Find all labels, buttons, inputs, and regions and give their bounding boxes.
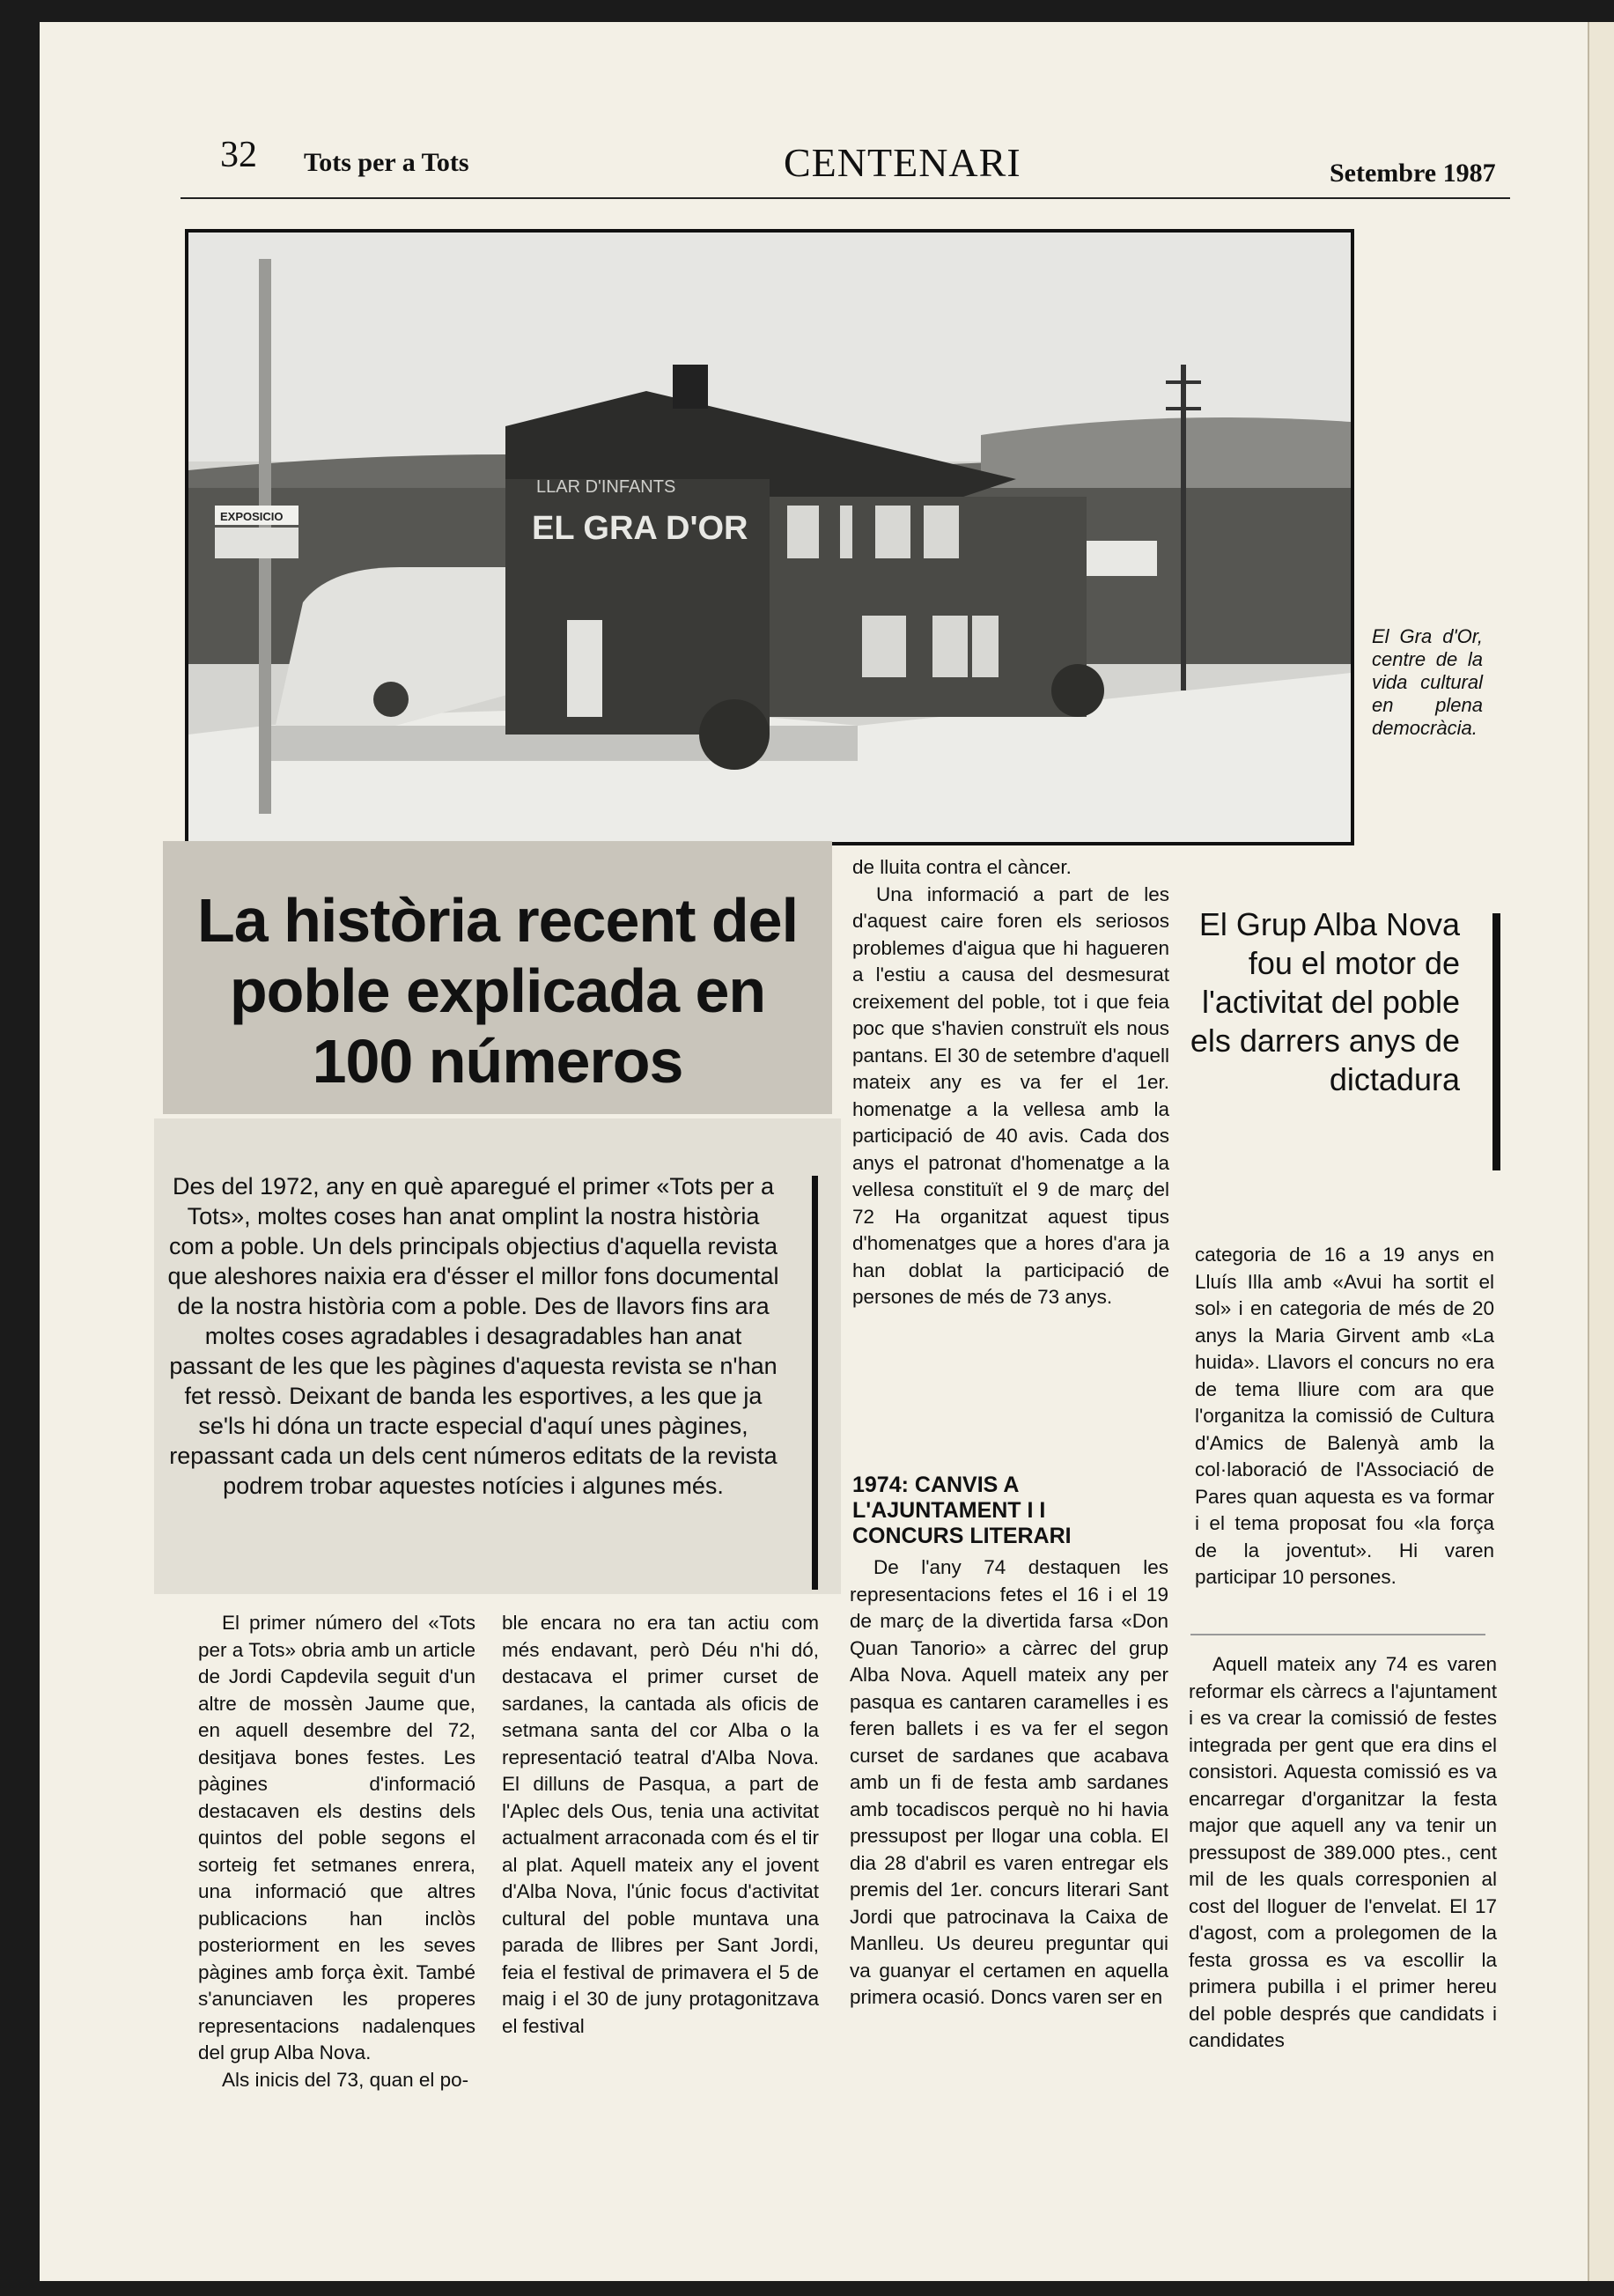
pull-quote-bar	[1492, 913, 1500, 1170]
photo-illustration	[188, 233, 1351, 842]
col3-paragraph: Una informació a part de les d'aquest caire foren els seriosos problemes d'aigua que hi hagueren a l'estiu a causa del desmesurat creixement del poble, tot i que feia poc que s'havien construït els nous pantans. El 30 de setembre d'aquell mateix any es va fer el 1er. homenatge a la vellesa amb la participació de 40 avis. Cada dos anys el patronat d'homenatge a la vellesa constituït el 9 de març del 72 Ha organitzat aquest tipus d'homenatges que a hores d'ara ja han doblat la participació de persones de més de 73 anys.	[852, 882, 1169, 1308]
road-sign-text: EXPOSICIO	[220, 510, 284, 523]
page-number: 32	[220, 135, 257, 175]
issue-date: Setembre 1987	[1330, 159, 1496, 188]
column-separator	[1190, 1634, 1485, 1635]
body-column-2: ble encara no era tan actiu com més endavant, però Déu n'hi dó, destacava el primer curset de sardanes, la cantada als oficis de setmana santa del cor Alba o la representació teatral d'Alba Nova. El dilluns de Pasqua, a part de l'Aplec dels Ous, tenia una activitat actualment arraconada com és el tir al plat. Aquell mateix any el jovent d'Alba Nova, l'únic focus d'activitat cultural del poble muntava una parada de llibres per Sant Jordi, feia el festival de primavera el 5 de maig i el 30 de juny protagonitzava el festival	[502, 1612, 819, 2037]
page-edge	[1588, 22, 1614, 2281]
col1-paragraph-1: El primer número del «Tots per a Tots» obria amb un article de Jordi Capdevila seguit d'un altre de mossèn Jaume que, en aquell desembre del 72, desitjava bones festes. Les pàgines d'informació destacaven els destins dels quintos del poble segons el sorteig fet setmanes enrera, una informació que altres publicacions han inclòs posteriorment en les seves pàgines amb força èxit. També s'anunciaven les properes representacions nadalenques del grup Alba Nova.	[198, 1612, 475, 2063]
article-headline: La història recent del poble explicada en 100 números	[196, 886, 799, 1096]
building-photo	[185, 229, 1354, 845]
lead-side-bar	[812, 1176, 818, 1590]
col4-paragraph-2: Aquell mateix any 74 es varen reformar els càrrecs a l'ajuntament i es va crear la comissió de festes integrada per gent que era dins el consistori. Aquesta comissió es va encarregar d'organitzar la festa major que aquell any va tenir un pressupost de 389.000 ptes., cent mil de les quals corresponien al cost del lloguer de l'envelat. El 17 d'agost, com a prolegomen de la festa grossa es va escollir la primera pubilla i el primer hereu del poble després que candidats i candidates	[1189, 1653, 1497, 2051]
body-column-4-bottom	[1189, 1651, 1497, 2055]
section-subheading: 1974: CANVIS A L'AJUNTAMENT I I CONCURS LITERARI	[852, 1473, 1072, 1548]
sign-line-2: EL GRA D'OR	[532, 510, 748, 547]
col3-paragraph-2: De l'any 74 destaquen les representacions fetes el 16 i el 19 de març de la divertida farsa «Don Quan Tanorio» a càrrec del grup Alba Nova. Aquell mateix any per pasqua es cantaren caramelles i es feren ballets i es va fer el segon curset de sardanes que acabava amb un fi de festa amb sardanes amb tocadiscos perquè no hi havia pressupost per llogar una cobla. El dia 28 d'abril es varen entregar els premis del 1er. concurs literari Sant Jordi que patrocinava la Caixa de Manlleu. Us deureu preguntar qui va guanyar el certamen en aquella primera ocasió. Doncs varen ser en	[850, 1556, 1168, 2008]
sign-line-1: LLAR D'INFANTS	[536, 477, 676, 497]
col3-line-1: de lluita contra el càncer.	[852, 856, 1072, 878]
body-column-1	[198, 1610, 475, 2093]
pull-quote: El Grup Alba Nova fou el motor de l'activitat del poble els darrers anys de dictadura	[1190, 906, 1460, 1097]
section-title: CENTENARI	[784, 140, 1021, 185]
lead-paragraph: Des del 1972, any en què aparegué el primer «Tots per a Tots», moltes coses han anat omplint la nostra història com a poble. Un dels principals objectius d'aquella revista que aleshores naixia era d'ésser el millor fons documental de la nostra història com a poble. Des de llavors fins ara moltes coses agradables i desagradables han anat passant de les que les pàgines d'aquesta revista se n'han fet ressò. Deixant de banda les esportives, a les que ja se'ls hi dóna un tracte especial d'aquí unes pàgines, repassant cada un dels cent números editats de la revista podrem trobar aquestes notícies i algunes més.	[167, 1173, 779, 1499]
body-column-3-bottom	[850, 1554, 1168, 2012]
body-column-3-top	[852, 854, 1169, 1311]
publication-name: Tots per a Tots	[304, 148, 469, 177]
header-rule	[181, 197, 1510, 199]
col1-paragraph-2: Als inicis del 73, quan el po-	[222, 2068, 469, 2091]
body-column-4-top: categoria de 16 a 19 anys en Lluís Illa amb «Avui ha sortit el sol» i en categoria de més de 20 anys la Maria Girvent amb «La huida». Llavors el concurs no era de tema lliure com ara que l'organitza la comissió de Cultura d'Amics de Balenyà amb la col·laboració de l'Associació de Pares quan aquesta es va formar i el tema proposat fou «la força de la joventut». Hi varen participar 10 persones.	[1195, 1244, 1494, 1588]
photo-caption: El Gra d'Or, centre de la vida cultural en plena democràcia.	[1372, 625, 1483, 739]
